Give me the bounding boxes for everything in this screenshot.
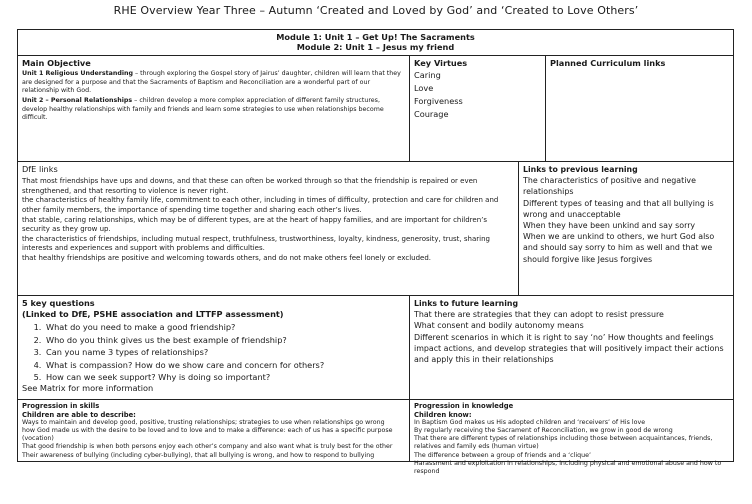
dfe-link-item: that healthy friendships are positive and welcoming towards others, and do not make others feel lonely or excluded. bbox=[22, 253, 432, 262]
main-objective-cell bbox=[18, 56, 410, 162]
page-title: RHE Overview Year Three – Autumn ‘Created and Loved by God’ and ‘Created to Love Others’ bbox=[113, 4, 639, 17]
progression-knowledge-subheading: Children know: bbox=[414, 410, 472, 419]
knowledge-item: Harassment and exploitation in relationships, including physical and emotional abuse and how to respond bbox=[414, 459, 722, 475]
dfe-link-item: the characteristics of healthy family life, commitment to each other, including in times of difficulty, protection and care for children and other family members, the importance of spending time together and sharing each other’s lives. bbox=[22, 196, 499, 214]
key-questions-heading: 5 key questions bbox=[22, 298, 95, 308]
knowledge-item: The difference between a group of friends and a ‘clique’ bbox=[414, 451, 592, 459]
progression-skills-heading: Progression in skills bbox=[22, 402, 100, 410]
virtue-item: Courage bbox=[414, 109, 449, 120]
main-objective-heading: Main Objective bbox=[22, 58, 91, 68]
dfe-link-item: that stable, caring relationships, which may be of different types, are at the heart of happy families, and are important for children’s security as they grow up. bbox=[22, 215, 488, 234]
unit2-label: Unit 2 – Personal Relationships bbox=[22, 96, 133, 104]
overview-table bbox=[17, 29, 734, 475]
dfe-links-cell bbox=[18, 162, 519, 296]
knowledge-item: That there are different types of relationships including those between acquaintances, friends, relatives and family eds (human virtue) bbox=[414, 435, 713, 451]
skill-item: Ways to maintain and develop good, positive, trusting relationships; strategies to use when relationships go wrong bbox=[22, 419, 385, 427]
knowledge-item: By regularly receiving the Sacrament of Reconciliation, we grow in good de wrong bbox=[414, 427, 673, 435]
key-question-item: 2. Who do you think gives us the best example of friendship? bbox=[44, 334, 405, 346]
unit1-label: Unit 1 Religious Understanding bbox=[22, 70, 134, 78]
progression-skills-cell bbox=[18, 400, 410, 461]
previous-learning-item: The characteristics of positive and negative relationships bbox=[523, 176, 696, 197]
previous-learning-item: When they have been unkind and say sorry bbox=[523, 221, 696, 231]
progression-knowledge-cell bbox=[410, 400, 733, 475]
future-learning-item: What consent and bodily autonomy means bbox=[414, 321, 584, 331]
dfe-links-heading: DfE links bbox=[22, 164, 58, 174]
dfe-link-item: the characteristics of friendships, including mutual respect, truthfulness, trustworthiness, loyalty, kindness, generosity, trust, sharing interests and experiences and support with problems and difficulties. bbox=[22, 234, 490, 253]
module-line-2: Module 2: Unit 1 – Jesus my friend bbox=[296, 42, 455, 52]
future-learning-item: That there are strategies that they can adopt to resist pressure bbox=[414, 310, 664, 320]
virtue-item: Forgiveness bbox=[414, 96, 463, 107]
key-question-item: 5. How can we seek support? Why is doing so important? bbox=[44, 371, 405, 383]
previous-learning-item: Different types of teasing and that all bullying is wrong and unacceptable bbox=[523, 198, 714, 219]
unit2-text: – children develop a more complex appreciation of different family structures, develop healthy relationships with family and friends and learn some strategies to use when relationships become difficult. bbox=[22, 96, 384, 122]
virtue-item: Love bbox=[414, 83, 434, 94]
key-question-item: 1. What do you need to make a good friendship? bbox=[44, 321, 405, 333]
previous-learning-item: When we are unkind to others, we hurt God also and should say sorry to him as well and that we should forgive like Jesus forgives bbox=[523, 232, 715, 264]
key-question-item: 4. What is compassion? How do we show care and concern for others? bbox=[44, 359, 405, 371]
future-learning-heading: Links to future learning bbox=[414, 299, 519, 308]
skill-item: That good friendship is when both persons enjoy each other’s company and also want what is truly best for the other bbox=[22, 443, 393, 451]
progression-knowledge-heading: Progression in knowledge bbox=[414, 402, 514, 410]
future-learning-cell bbox=[410, 296, 733, 400]
future-learning-item: Different scenarios in which it is right to say ‘no’ How thoughts and feelings impact actions, and develop strategies that will positively impact their actions and apply this in their relationships bbox=[414, 332, 724, 365]
key-questions-list bbox=[22, 321, 405, 383]
key-virtues-cell bbox=[410, 56, 546, 162]
key-questions-cell bbox=[18, 296, 410, 400]
key-questions-footer: See Matrix for more information bbox=[22, 383, 154, 394]
unit1-text: – through exploring the Gospel story of Jairus’ daughter, children will learn that they are designed for a purpose and that the Sacraments of Baptism and Reconciliation are a wonderful part of our relationship with God. bbox=[22, 70, 401, 95]
key-virtues-heading: Key Virtues bbox=[414, 58, 468, 68]
knowledge-item: In Baptism God makes us His adopted children and ‘receivers’ of His love bbox=[414, 419, 646, 427]
previous-learning-cell bbox=[519, 162, 733, 296]
previous-learning-heading: Links to previous learning bbox=[523, 165, 638, 174]
key-questions-subheading: (Linked to DfE, PSHE association and LTTFP assessment) bbox=[22, 309, 284, 320]
unit1-paragraph bbox=[22, 70, 405, 96]
planned-curriculum-heading: Planned Curriculum links bbox=[550, 58, 666, 68]
progression-skills-subheading: Children are able to describe: bbox=[22, 410, 136, 419]
key-question-item: 3. Can you name 3 types of relationships? bbox=[44, 346, 405, 358]
module-header bbox=[18, 30, 733, 56]
dfe-link-item: That most friendships have ups and downs, and that these can often be worked through so that the friendship is repaired or even strengthened, and that resorting to violence is never right. bbox=[22, 177, 478, 195]
skill-item: how God made us with the desire to be loved and to love and to make a difference: each of us has a specific purpose (vocation) bbox=[22, 427, 393, 443]
unit2-paragraph bbox=[22, 97, 405, 123]
skill-item: Their awareness of bullying (including cyber-bullying), that all bullying is wrong, and how to respond to bullying bbox=[22, 451, 375, 459]
planned-curriculum-cell bbox=[546, 56, 733, 162]
module-line-1: Module 1: Unit 1 – Get Up! The Sacraments bbox=[276, 32, 475, 42]
virtue-item: Caring bbox=[414, 70, 441, 81]
